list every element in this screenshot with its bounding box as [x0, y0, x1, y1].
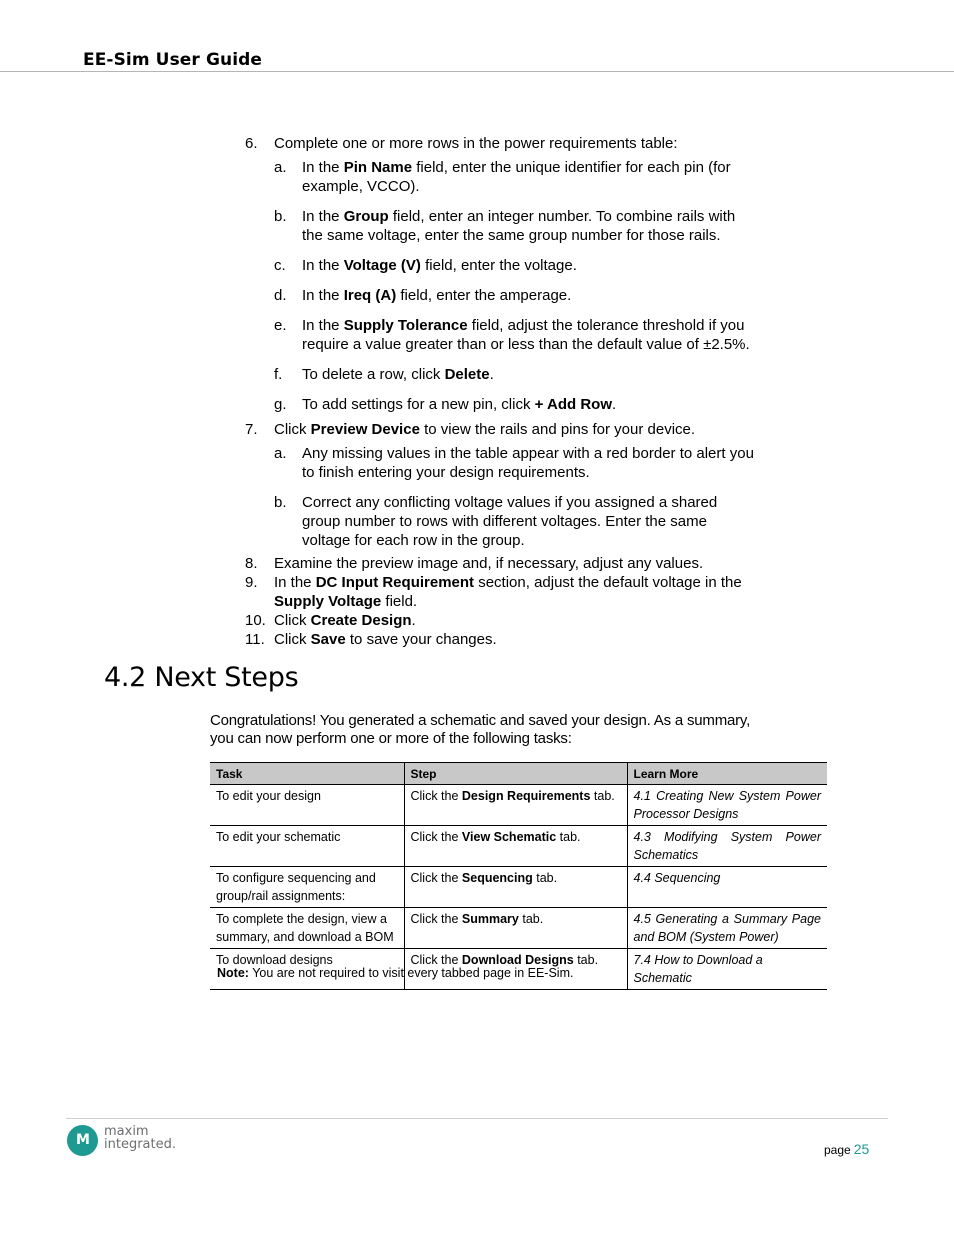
step-text: section, adjust the default voltage in the — [474, 574, 742, 591]
step-text: . — [411, 612, 416, 629]
step-8 — [245, 554, 775, 573]
step-cell — [404, 785, 627, 826]
footer-divider — [66, 1118, 888, 1119]
step-number: 7. — [245, 421, 258, 438]
substep-letter: f. — [274, 366, 283, 383]
field-name: Ireq (A) — [343, 287, 397, 304]
step-text: In the — [274, 574, 316, 591]
ui-label-create-design: Create Design — [310, 612, 412, 629]
step-text: Click — [274, 421, 311, 438]
step-cell-text: tab. — [518, 912, 544, 926]
learn-more-link[interactable]: 4.5 Generating a Summary Page and BOM (System Power) — [627, 908, 827, 949]
table-note — [217, 966, 573, 980]
learn-more-link[interactable]: 4.4 Sequencing — [627, 867, 827, 908]
step-cell-text: tab. — [532, 871, 558, 885]
step-cell — [404, 826, 627, 867]
step-7 — [245, 420, 775, 550]
step-text: field. — [381, 593, 418, 610]
table-row — [210, 826, 827, 867]
column-header-step: Step — [404, 763, 627, 785]
substep-text: To add settings for a new pin, click — [302, 396, 535, 413]
substep-text: field, enter the unique identifier for each pin (for example, VCCO). — [302, 159, 731, 195]
step-text: Complete one or more rows in the power requirements table: — [274, 135, 678, 152]
step-number: 9. — [245, 574, 258, 591]
ui-label-save: Save — [310, 631, 346, 648]
note-label: Note: — [217, 966, 249, 980]
task-cell: To configure sequencing and group/rail assignments: — [210, 867, 404, 908]
substep-6b — [274, 207, 757, 245]
substep-letter: c. — [274, 257, 286, 274]
next-steps-table — [210, 762, 827, 990]
procedure-steps — [245, 134, 775, 649]
logo-line-1: maxim — [104, 1124, 149, 1139]
step-text: to view the rails and pins for your device. — [419, 421, 696, 438]
step-text: Click — [274, 631, 311, 648]
step-text: Examine the preview image and, if necessary, adjust any values. — [274, 555, 704, 572]
step-cell-text: tab. — [573, 953, 599, 967]
ui-label-dc-input: DC Input Requirement — [315, 574, 475, 591]
note-text: You are not required to visit every tabbed page in EE-Sim. — [248, 966, 574, 980]
substep-text: In the — [302, 287, 344, 304]
substep-text: field, enter an integer number. To combine rails with the same voltage, enter the same group number for those rails. — [302, 208, 736, 244]
table-row — [210, 785, 827, 826]
step-number: 8. — [245, 555, 258, 572]
table-row — [210, 908, 827, 949]
substep-letter: e. — [274, 317, 287, 334]
tab-name: Summary — [461, 912, 519, 926]
substep-text: Correct any conflicting voltage values if you assigned a shared group number to rows with different voltages. Enter the same voltage for each row in the group. — [302, 494, 718, 549]
maxim-logo-icon: M — [67, 1125, 98, 1156]
task-cell: To edit your schematic — [210, 826, 404, 867]
step-number: 6. — [245, 135, 258, 152]
tab-name: View Schematic — [461, 830, 557, 844]
column-header-learn-more: Learn More — [627, 763, 827, 785]
step-11 — [245, 630, 775, 649]
step-text: to save your changes. — [345, 631, 497, 648]
substep-text: In the — [302, 317, 344, 334]
step-cell-text: tab. — [590, 789, 615, 803]
substep-letter: b. — [274, 494, 287, 511]
learn-more-link[interactable]: 4.1 Creating New System Power Processor Designs — [627, 785, 827, 826]
ui-label-preview-device: Preview Device — [310, 421, 420, 438]
substep-text: field, adjust the tolerance threshold if you require a value greater than or less than the default value of ±2.5%. — [302, 317, 750, 353]
step-cell-text: Click the — [410, 953, 462, 967]
table-row — [210, 867, 827, 908]
substep-text: In the — [302, 208, 344, 225]
substep-6g — [274, 395, 757, 414]
step-cell-text: Click the — [410, 789, 462, 803]
substep-text: In the — [302, 159, 344, 176]
task-cell: To complete the design, view a summary, and download a BOM — [210, 908, 404, 949]
step-10 — [245, 611, 775, 630]
tab-name: Download Designs — [461, 953, 574, 967]
field-name: Voltage (V) — [343, 257, 421, 274]
step-text: Click — [274, 612, 311, 629]
substep-6f — [274, 365, 757, 384]
substep-text: In the — [302, 257, 344, 274]
field-name: Pin Name — [343, 159, 413, 176]
step-number: 11. — [245, 631, 265, 648]
step-cell-text: Click the — [410, 830, 462, 844]
substep-6d — [274, 286, 757, 305]
learn-more-link[interactable]: 7.4 How to Download a Schematic — [627, 949, 827, 990]
step-cell-text: Click the — [410, 912, 462, 926]
step-number: 10. — [245, 612, 266, 629]
field-name: Supply Tolerance — [343, 317, 468, 334]
substep-letter: b. — [274, 208, 287, 225]
task-cell: To download designs — [210, 949, 404, 990]
step-6 — [245, 134, 775, 414]
substep-7b — [274, 493, 757, 550]
substep-6a — [274, 158, 757, 196]
substep-letter: a. — [274, 159, 287, 176]
ui-label-supply-voltage: Supply Voltage — [274, 593, 382, 610]
logo-wordmark — [104, 1125, 184, 1151]
substep-text: Any missing values in the table appear with a red border to alert you to finish entering your design requirements. — [302, 445, 754, 481]
substep-text: . — [489, 366, 494, 383]
section-heading: 4.2 Next Steps — [104, 662, 299, 693]
step-cell-text: Click the — [410, 871, 462, 885]
section-intro: Congratulations! You generated a schematic and saved your design. As a summary, you can now perform one or more of the following tasks: — [210, 712, 751, 747]
substep-letter: d. — [274, 287, 287, 304]
substep-text: field, enter the amperage. — [396, 287, 572, 304]
field-name: Group — [343, 208, 389, 225]
substep-text: To delete a row, click — [302, 366, 445, 383]
substep-letter: a. — [274, 445, 287, 462]
page-number-value: 25 — [853, 1141, 870, 1157]
substep-text: . — [611, 396, 617, 413]
tab-name: Design Requirements — [461, 789, 591, 803]
column-header-task: Task — [210, 763, 404, 785]
ui-label-add-row: + Add Row — [534, 396, 612, 413]
page-label: page — [824, 1143, 851, 1157]
ui-label-delete: Delete — [444, 366, 490, 383]
page-number — [824, 1141, 869, 1157]
substep-6e — [274, 316, 757, 354]
learn-more-link[interactable]: 4.3 Modifying System Power Schematics — [627, 826, 827, 867]
header-divider — [0, 71, 954, 72]
logo-line-2: integrated. — [104, 1137, 176, 1152]
substep-text: field, enter the voltage. — [420, 257, 577, 274]
step-9 — [245, 573, 775, 611]
task-cell: To edit your design — [210, 785, 404, 826]
substep-6c — [274, 256, 757, 275]
document-header-title: EE-Sim User Guide — [83, 50, 263, 70]
table-header-row — [210, 763, 827, 785]
tab-name: Sequencing — [461, 871, 533, 885]
step-cell — [404, 908, 627, 949]
substep-letter: g. — [274, 396, 287, 413]
step-cell — [404, 867, 627, 908]
substep-7a — [274, 444, 757, 482]
step-cell-text: tab. — [556, 830, 581, 844]
